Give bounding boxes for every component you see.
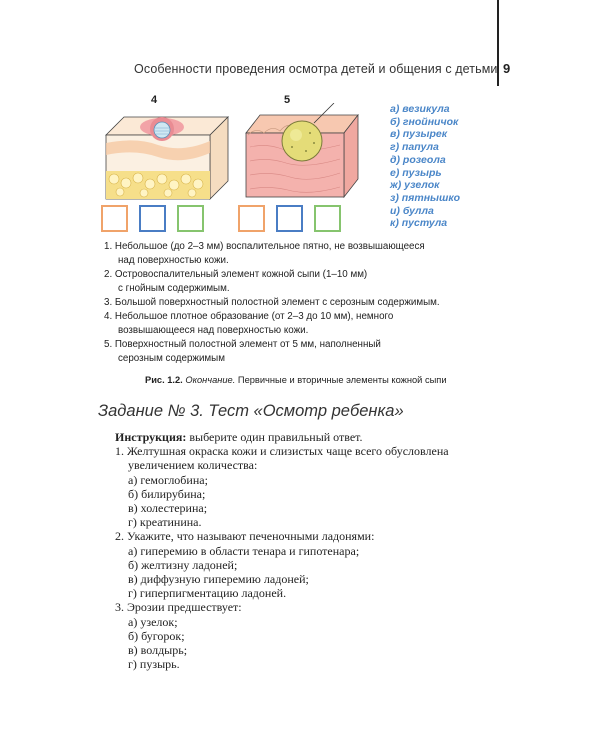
- figure-label-5: 5: [284, 94, 291, 106]
- answer-option: а) узелок;: [128, 614, 178, 629]
- question-3: 3. Эрозии предшествует:: [115, 600, 242, 615]
- definition-line: 3. Большой поверхностный полостной элемент с серозным содержимым.: [104, 297, 440, 308]
- answer-option: а) гемоглобина;: [128, 472, 208, 487]
- caption-text: Первичные и вторичные элементы кожной сыпи: [237, 375, 447, 385]
- answer-box-5a[interactable]: [238, 205, 265, 232]
- answer-box-5c[interactable]: [314, 205, 341, 232]
- legend-item: ж) узелок: [390, 179, 440, 192]
- question-1: 1. Желтушная окраска кожи и слизистых чаще всего обусловлена: [115, 444, 449, 459]
- legend-item: и) булла: [390, 204, 434, 217]
- legend-item: а) везикула: [390, 103, 450, 115]
- legend-item: в) пузырек: [390, 128, 448, 141]
- definition-line: серозным содержимым: [118, 353, 225, 364]
- definition-line: с гнойным содержимым.: [118, 283, 230, 294]
- legend-item: к) пустула: [390, 217, 448, 230]
- legend-list: [390, 103, 460, 230]
- answer-option: г) креатинина.: [128, 515, 202, 530]
- definition-list: [104, 240, 514, 366]
- legend-item: д) розеола: [390, 153, 446, 166]
- answer-option: б) бугорок;: [128, 628, 185, 643]
- skin-block-5: [246, 103, 358, 197]
- answer-box-5b[interactable]: [276, 205, 303, 232]
- answer-option: а) гиперемию в области тенара и гипотенара;: [128, 543, 360, 558]
- skin-block-4: [106, 117, 228, 199]
- instruction-text: выберите один правильный ответ.: [189, 430, 363, 444]
- definition-line: возвышающееся над поверхностью кожи.: [118, 325, 309, 336]
- answer-box-4c[interactable]: [177, 205, 204, 232]
- answer-option: в) диффузную гиперемию ладоней;: [128, 572, 309, 587]
- definition-line: над поверхностью кожи.: [118, 255, 229, 266]
- figure-label-4: 4: [151, 94, 158, 106]
- answer-option: б) желтизну ладоней;: [128, 557, 238, 572]
- definition-line: 4. Небольшое плотное образование (от 2–3 до 10 мм), немного: [104, 311, 394, 322]
- test-body: [115, 430, 515, 671]
- figure-caption: [145, 375, 447, 385]
- answer-box-4b[interactable]: [139, 205, 166, 232]
- running-header: Особенности проведения осмотра детей и общения с детьми: [134, 62, 498, 76]
- question-2: 2. Укажите, что называют печеночными ладонями:: [115, 529, 375, 544]
- answer-option: в) холестерина;: [128, 501, 208, 516]
- page-number: 9: [503, 61, 511, 76]
- answer-option: г) пузырь.: [128, 657, 180, 672]
- task-title: Задание № 3. Тест «Осмотр ребенка»: [98, 402, 404, 420]
- legend-item: е) пузырь: [390, 166, 442, 179]
- answer-option: в) волдырь;: [128, 643, 188, 658]
- question-1-cont: увеличением количества:: [128, 458, 258, 473]
- answer-box-4a[interactable]: [101, 205, 128, 232]
- definition-line: 2. Островоспалительный элемент кожной сыпи (1–10 мм): [104, 269, 368, 280]
- legend-item: б) гнойничок: [390, 115, 459, 128]
- definition-line: 5. Поверхностный полостной элемент от 5 мм, наполненный: [104, 339, 381, 350]
- instruction: [115, 430, 515, 444]
- legend-item: г) папула: [390, 141, 439, 154]
- legend-item: з) пятнышко: [390, 191, 461, 204]
- definition-line: 1. Небольшое (до 2–3 мм) воспалительное пятно, не возвышающееся: [104, 241, 425, 252]
- instruction-label: Инструкция:: [115, 430, 187, 444]
- caption-italic: Окончание.: [185, 375, 236, 385]
- caption-label: Рис. 1.2.: [145, 375, 183, 385]
- skin-section-illustrations: [96, 103, 364, 203]
- answer-option: б) билирубина;: [128, 486, 206, 501]
- answer-option: г) гиперпигментацию ладоней.: [128, 586, 287, 601]
